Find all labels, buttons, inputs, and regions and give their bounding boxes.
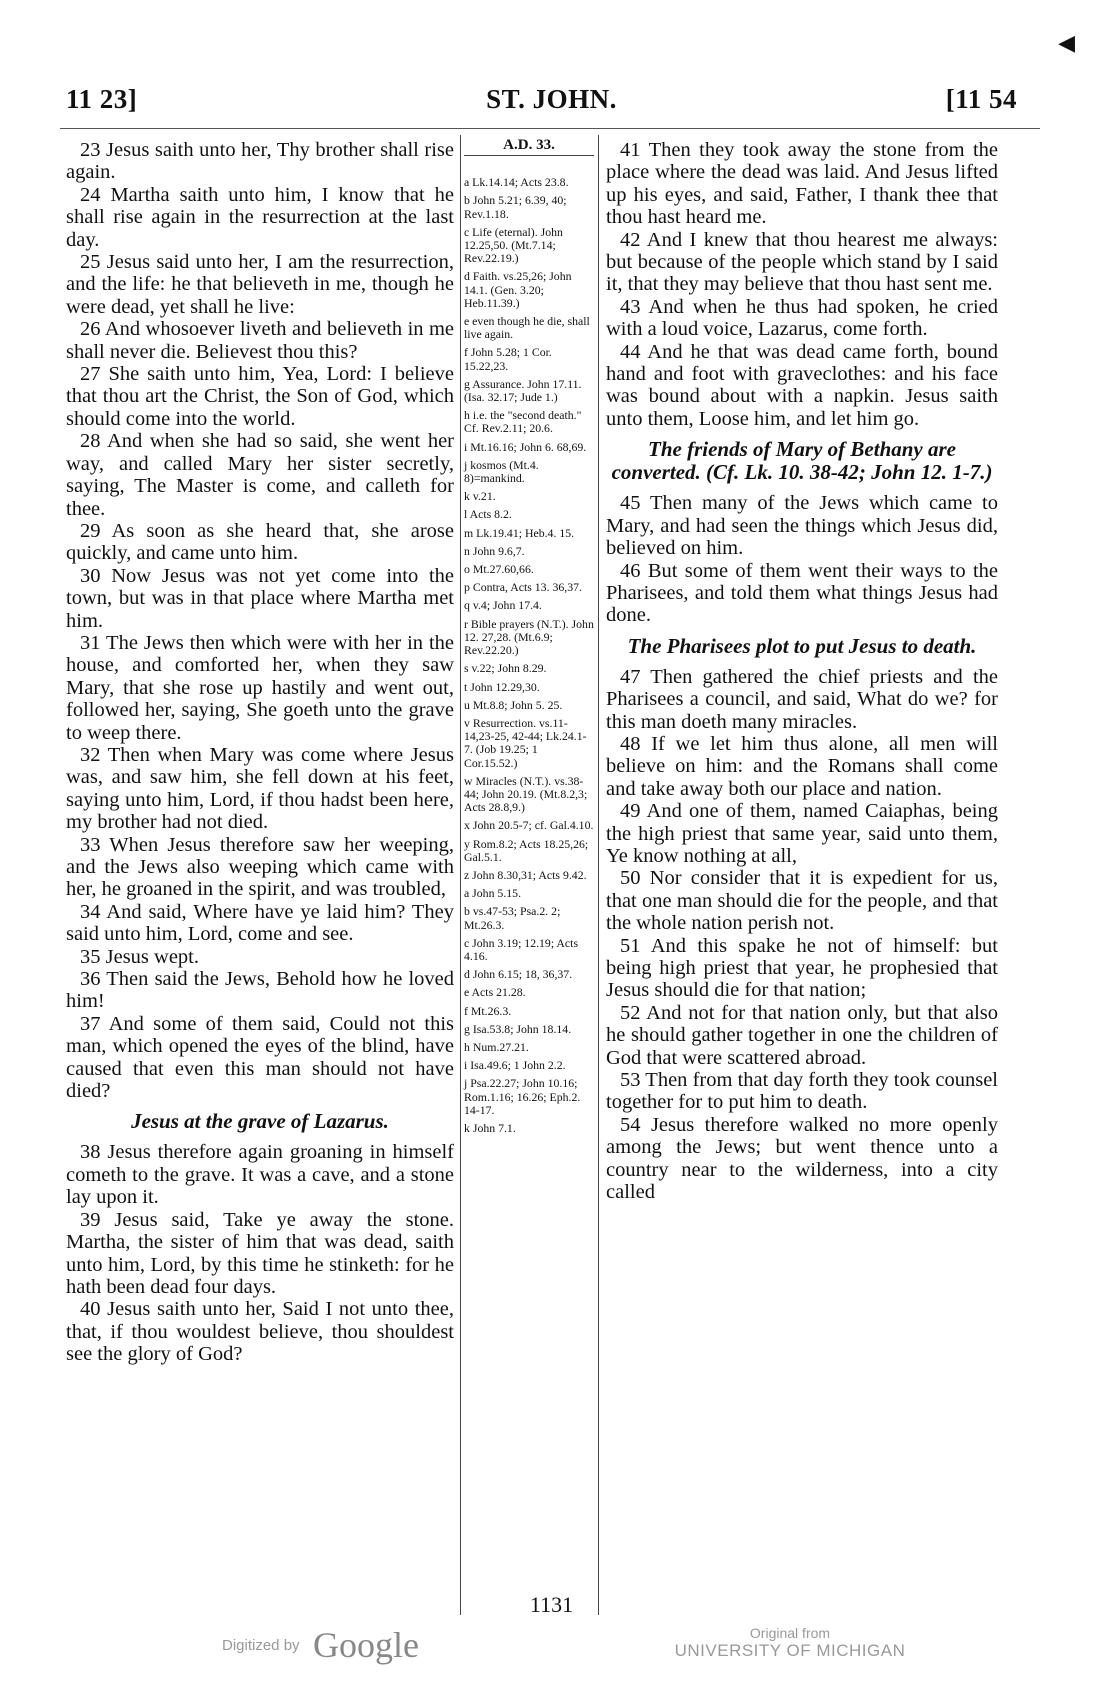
verse: 30 Now Jesus was not yet come into the town, but was in that place where Martha met him. [66,564,454,632]
verse: 53 Then from that day forth they took counsel together for to put him to death. [606,1069,998,1114]
cross-reference: o Mt.27.60,66. [464,562,534,577]
source-attribution [640,1624,940,1660]
left-verses-a [66,139,454,1102]
cross-reference: x John 20.5-7; cf. Gal.4.10. [464,818,594,833]
column-divider-left [460,135,461,1615]
page-number: 1131 [529,1592,574,1617]
verse: 47 Then gathered the chief priests and the Pharisees a council, and said, What do we? for this man doeth many miracles. [606,665,998,733]
verse: 34 And said, Where have ye laid him? They said unto him, Lord, come and see. [66,900,454,946]
cross-reference: z John 8.30,31; Acts 9.42. [464,867,587,882]
right-verses-a [606,139,998,430]
cross-reference: v Resurrection. vs.11-14,23-25, 42-44; Lk.24.1-7. (Job 19.25; 1 Cor.15.52.) [464,715,587,770]
verse: 45 Then many of the Jews which came to Mary, and had seen the things which Jesus did, believed on him. [606,492,998,560]
verse: 27 She saith unto him, Yea, Lord: I believe that thou art the Christ, the Son of God, which should come into the world. [66,363,454,430]
verse: 24 Martha saith unto him, I know that he shall rise again in the resurrection at the last day. [66,183,454,251]
reference-list [464,176,594,1135]
section-heading-friends: The friends of Mary of Bethany are converted. (Cf. Lk. 10. 38-42; John 12. 1-7.) [611,437,993,485]
cross-reference: p Contra, Acts 13. 36,37. [464,580,582,595]
corner-arrow-icon: ◀ [1058,30,1075,55]
cross-reference: d John 6.15; 18, 36,37. [464,967,573,982]
verse: 54 Jesus therefore walked no more openly among the Jews; but went thence unto a country near to the wilderness, into a city called [606,1113,998,1204]
cross-reference: e Acts 21.28. [464,985,526,1000]
header-rule [60,128,1040,129]
verse: 35 Jesus wept. [80,945,200,968]
verse: 49 And one of them, named Caiaphas, being the high priest that same year, said unto them, Ye know nothing at all, [606,800,998,867]
cross-reference-column [464,139,594,1140]
cross-reference: f Mt.26.3. [464,1003,512,1018]
verse: 26 And whosoever liveth and believeth in me shall never die. Believest thou this? [66,318,454,363]
cross-reference: e even though he die, shall live again. [464,314,590,342]
cross-reference: m Lk.19.41; Heb.4. 15. [464,525,575,540]
cross-reference: y Rom.8.2; Acts 18.25,26; Gal.5.1. [464,836,589,864]
section-heading-grave: Jesus at the grave of Lazarus. [131,1109,389,1134]
cross-reference: c Life (eternal). John 12.25,50. (Mt.7.14; Rev.22.19.) [464,224,563,266]
cross-reference: n John 9.6,7. [464,543,525,558]
original-from-label: Original from [749,1625,831,1641]
header-right-ref: [11 54 [945,84,1017,114]
right-verses-c [606,666,998,1204]
verse: 50 Nor consider that it is expedient for us, that one man should die for the people, and that the whole nation perish not. [606,867,998,935]
verse: 38 Jesus therefore again groaning in himself cometh to the grave. It was a cave, and a stone lay upon it. [66,1141,454,1209]
verse: 29 As soon as she heard that, she arose quickly, and came unto him. [66,519,454,565]
verse: 39 Jesus said, Take ye away the stone. Martha, the sister of him that was dead, saith unto him, Lord, by this time he stinketh: for he hath been dead four days. [66,1208,454,1298]
page-title: ST. JOHN. [486,84,617,114]
google-logo: Google [313,1625,419,1665]
date-label: A.D. 33. [464,139,594,156]
right-verses-b [606,492,998,626]
section-heading-pharisees: The Pharisees plot to put Jesus to death. [627,633,977,658]
cross-reference: t John 12.29,30. [464,679,540,694]
cross-reference: h Num.27.21. [464,1039,529,1054]
cross-reference: b John 5.21; 6.39, 40; Rev.1.18. [464,193,567,221]
cross-reference: l Acts 8.2. [464,507,512,522]
cross-reference: k John 7.1. [464,1120,516,1135]
verse: 46 But some of them went their ways to the Pharisees, and told them what things Jesus had done. [606,559,998,627]
right-column [606,139,998,1203]
digitized-by-label: Digitized by [222,1637,300,1654]
verse: 41 Then they took away the stone from the place where the dead was laid. And Jesus lifted up his eyes, and said, Father, I thank thee that thou hast heard me. [606,139,998,229]
verse: 23 Jesus saith unto her, Thy brother shall rise again. [66,139,454,184]
header-left-ref: 11 23] [66,84,138,114]
cross-reference: u Mt.8.8; John 5. 25. [464,697,563,712]
university-label: UNIVERSITY OF MICHIGAN [674,1641,906,1660]
cross-reference: q v.4; John 17.4. [464,598,542,613]
cross-reference: s v.22; John 8.29. [464,661,547,676]
cross-reference: a John 5.15. [464,886,522,901]
cross-reference: a Lk.14.14; Acts 23.8. [464,175,569,190]
cross-reference: j Psa.22.27; John 10.16; Rom.1.16; 16.26; Eph.2. 14-17. [464,1076,581,1117]
cross-reference: h i.e. the "second death." Cf. Rev.2.11; 20.6. [464,408,582,436]
cross-reference: k v.21. [464,489,496,504]
verse: 25 Jesus said unto her, I am the resurrection, and the life: he that believeth in me, though he were dead, yet shall he live: [66,251,454,318]
cross-reference: d Faith. vs.25,26; John 14.1. (Gen. 3.20; Heb.11.39.) [464,269,572,310]
cross-reference: c John 3.19; 12.19; Acts 4.16. [464,935,579,963]
verse: 28 And when she had so said, she went her way, and called Mary her sister secretly, saying, The Master is come, and calleth for thee. [66,430,454,520]
column-divider-right [598,135,599,1615]
verse: 52 And not for that nation only, but that also he should gather together in one the children of God that were scattered abroad. [606,1001,998,1069]
verse: 33 When Jesus therefore saw her weeping, and the Jews also weeping which came with her, he groaned in the spirit, and was troubled, [66,833,454,901]
verse: 43 And when he thus had spoken, he cried with a loud voice, Lazarus, come forth. [606,295,998,341]
verse: 37 And some of them said, Could not this man, which opened the eyes of the blind, have caused that even this man should not have died? [66,1012,454,1103]
cross-reference: b vs.47-53; Psa.2. 2; Mt.26.3. [464,904,561,932]
cross-reference: i Isa.49.6; 1 John 2.2. [464,1058,566,1073]
verse: 40 Jesus saith unto her, Said I not unto thee, that, if thou wouldest believe, thou shouldest see the glory of God? [66,1298,454,1366]
verse: 31 The Jews then which were with her in the house, and comforted her, when they saw Mary, that she rose up hastily and went out, followed her, saying, She goeth unto the grave to weep there. [66,631,454,744]
cross-reference: f John 5.28; 1 Cor. 15.22,23. [464,345,552,373]
left-verses-b [66,1141,454,1365]
verse: 44 And he that was dead came forth, bound hand and foot with graveclothes: and his face was bound about with a napkin. Jesus saith unto them, Loose him, and let him go. [606,340,998,430]
cross-reference: i Mt.16.16; John 6. 68,69. [464,439,587,454]
cross-reference: j kosmos (Mt.4. 8)=mankind. [464,457,539,486]
cross-reference: r Bible prayers (N.T.). John 12. 27,28. (Mt.6.9; Rev.22.20.) [464,616,594,658]
verse: 36 Then said the Jews, Behold how he loved him! [66,968,454,1013]
cross-reference: g Assurance. John 17.11. (Isa. 32.17; Jude 1.) [464,376,582,405]
cross-reference: g Isa.53.8; John 18.14. [464,1021,572,1036]
verse: 48 If we let him thus alone, all men will believe on him: and the Romans shall come and take away both our place and nation. [606,732,998,800]
left-column [66,139,454,1366]
verse: 42 And I knew that thou hearest me always: but because of the people which stand by I said it, that they may believe that thou hast sent me. [606,228,998,296]
verse: 32 Then when Mary was come where Jesus was, and saw him, she fell down at his feet, saying unto him, Lord, if thou hadst been here, my brother had not died. [66,743,454,834]
verse: 51 And this spake he not of himself: but being high priest that year, he prophesied that Jesus should die for that nation; [606,934,998,1002]
cross-reference: w Miracles (N.T.). vs.38-44; John 20.19. (Mt.8.2,3; Acts 28.8,9.) [464,773,588,815]
